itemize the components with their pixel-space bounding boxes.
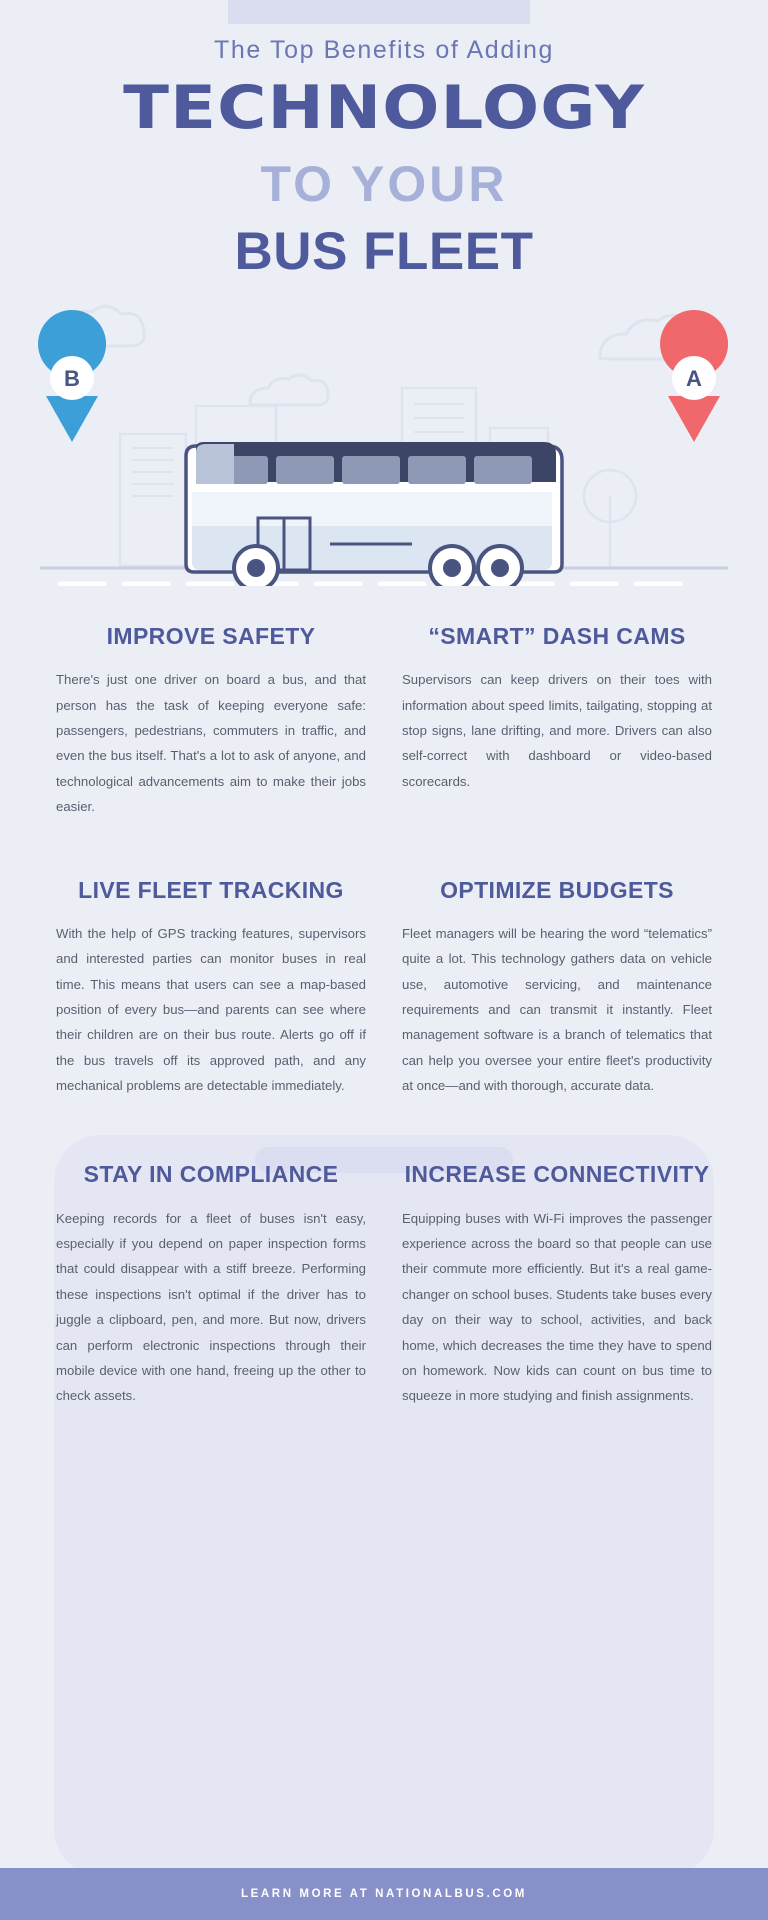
- section-body: Supervisors can keep drivers on their toes with information about speed limits, tailgating, stopping at stop signs, lane drifting, and more. Drivers can also self-correct with dashboard or video-based scorecards.: [402, 672, 712, 789]
- header-kicker: The Top Benefits of Adding: [214, 36, 554, 64]
- map-pin-b: [38, 310, 106, 442]
- section-body: Fleet managers will be hearing the word “telematics” quite a lot. This technology gathers data on vehicle use, automotive servicing, and maintenance requirements and can transmit it instantly. Fleet management software is a branch of telematics that can help you oversee your entire fleet's productivity at once—and with thorough, accurate data.: [402, 925, 712, 1093]
- section-optimize-budgets: [402, 876, 712, 1099]
- section-improve-safety: [56, 622, 366, 820]
- page-subtitle: TO YOUR: [260, 156, 508, 212]
- footer-text: LEARN MORE AT NATIONALBUS.COM: [240, 1888, 527, 1900]
- section-row-2: [56, 876, 712, 1099]
- section-row-3: [56, 1160, 712, 1408]
- section-row-1: [56, 622, 712, 820]
- footer: [0, 1868, 768, 1920]
- section-title: OPTIMIZE BUDGETS: [440, 876, 674, 903]
- section-live-fleet-tracking: [56, 876, 366, 1099]
- bus-illustration: [0, 296, 768, 586]
- section-body: Keeping records for a fleet of buses isn't easy, especially if you depend on paper inspection forms that could disappear with a stiff breeze. Performing these inspections isn't optimal if the driver has to juggle a clipboard, pen, and more. But now, drivers can perform electronic inspections through their mobile device with one hand, freeing up the other to check assets.: [56, 1210, 366, 1404]
- section-title: STAY IN COMPLIANCE: [83, 1161, 339, 1188]
- section-stay-in-compliance: [56, 1160, 366, 1408]
- section-title: LIVE FLEET TRACKING: [78, 876, 344, 903]
- section-smart-dash-cams: [402, 622, 712, 820]
- section-title: IMPROVE SAFETY: [106, 623, 316, 649]
- page-title: TECHNOLOGY: [123, 73, 645, 143]
- section-body: There's just one driver on board a bus, and that person has the task of keeping everyone safe: passengers, pedestrians, commuters in traffic, and even the bus itself. That's a lot to ask of anyone, and technological advancements aim to make their jobs easier.: [56, 672, 366, 815]
- section-body: Equipping buses with Wi-Fi improves the passenger experience across the board so that people can use their commute more efficiently. But it's a real game-changer on school buses. Students take buses every day on their way to school, activities, and back home, which decreases the time they have to spend on homework. Now kids can count on bus time to squeeze in more studying and finish assignments.: [402, 1210, 712, 1404]
- section-body: With the help of GPS tracking features, supervisors and interested parties can monitor buses in real time. This means that users can see a map-based position of every bus—and parents can see where their children are on their bus route. Alerts go off if the bus travels off its approved path, and any mechanical problems are detectable immediately.: [56, 925, 366, 1093]
- section-title: “SMART” DASH CAMS: [428, 623, 686, 649]
- svg-text:A: A: [686, 366, 702, 391]
- header: [0, 0, 768, 282]
- map-pin-a: [660, 310, 728, 442]
- page-subtitle-secondary: BUS FLEET: [234, 222, 534, 281]
- section-increase-connectivity: [402, 1160, 712, 1408]
- svg-text:B: B: [64, 366, 80, 391]
- sections-container: [0, 586, 768, 1409]
- section-title: INCREASE CONNECTIVITY: [404, 1161, 710, 1188]
